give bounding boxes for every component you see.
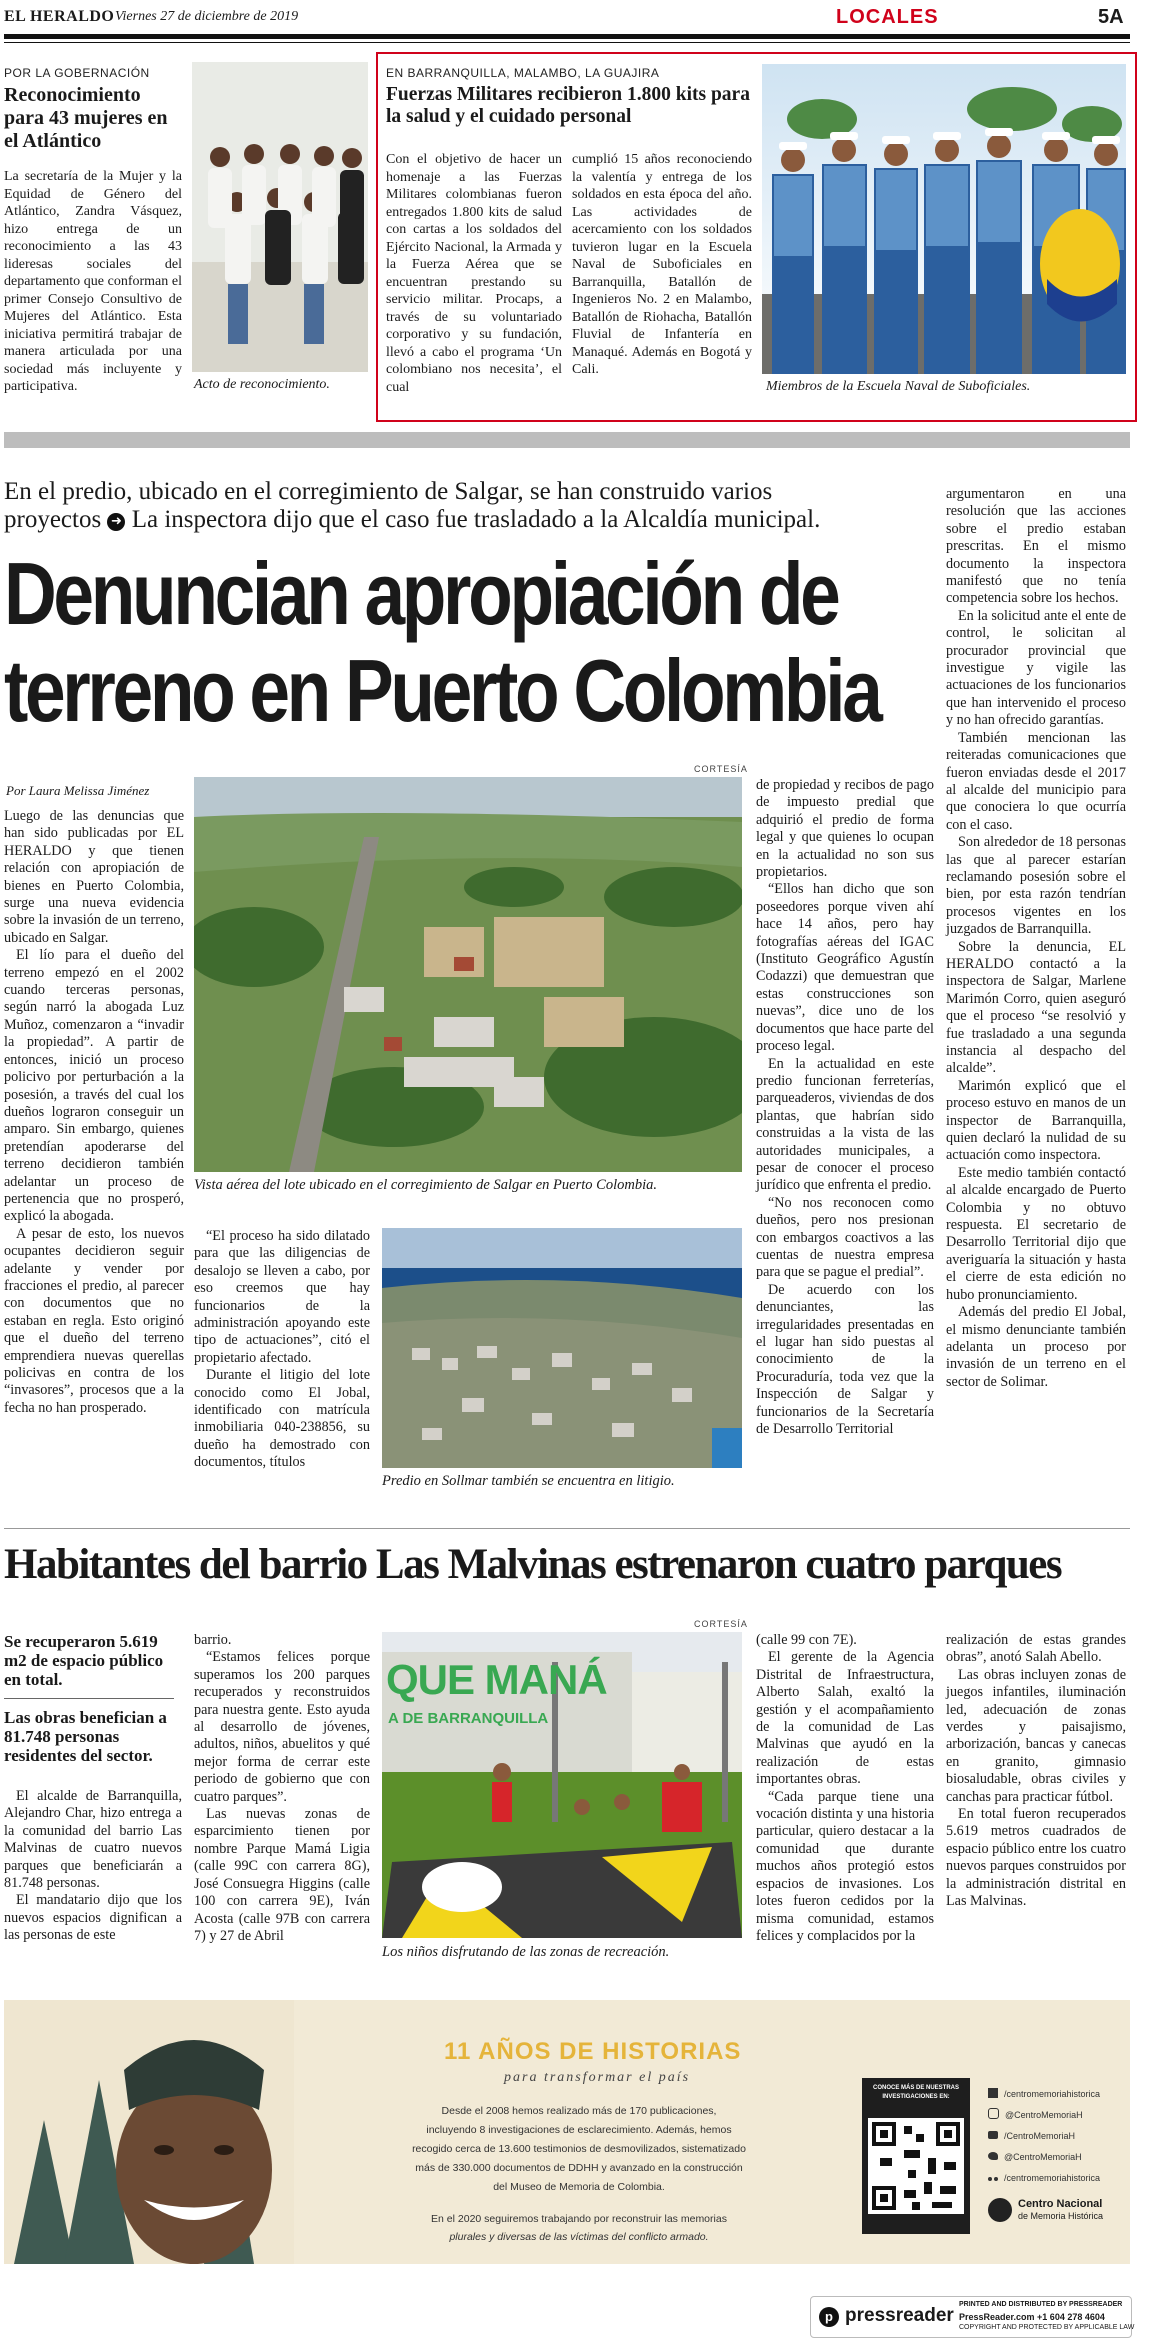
footer-line2: PressReader.com +1 604 278 4604 [959,2312,1105,2322]
main-col2: “El proceso ha sido dilatado para que las diligencias de desalojo se lleven a cabo, por eso creemos que hay funcionarios de la administración apoyando este tipo de actuaciones”, citó el propietario afectado. Durante el litigio del lote conocido como El Jobal, identificado con matrícula inmobiliaria 040-238856, su dueño ha demostrado con documentos, títulos [194,1228,370,1471]
issue-date: Viernes 27 de diciembre de 2019 [115,9,299,24]
social-flickr[interactable]: /centromemoriahistorica [988,2168,1128,2189]
parks-top-rule [4,1528,1130,1529]
org-name-2: de Memoria Histórica [1018,2211,1104,2221]
facebook-icon [988,2088,998,2098]
women-group-photo [192,62,368,372]
brief1-photo [192,62,368,372]
social-list [988,2084,1128,2189]
parks-col4: realización de estas grandes obras”, anotó Salah Abello. Las obras incluyen zonas de juegos infantiles, iluminación led, adecuación de zonas verdes y paisajismo, arborización, bancas y canecas en granito, gimnasio biosaludable, obras civiles y canchas para practicar fútbol. En total fueron recuperados 5.619 metros cuadrados de espacio público entre los cuatro nuevos parques construidos por la administración distrital en Las Malvinas. [946,1632,1126,1910]
parks-col1: El alcalde de Barranquilla, Alejandro Char, hizo entrega a la comunidad del barrio Las Malvinas de cuatro nuevos parques que beneficiarán a 81.748 personas. El mandatario dijo que los nuevos espacios dignifican a las personas de este [4,1788,182,1944]
pressreader-badge[interactable] [810,2296,1135,2338]
deck-line2-lead: proyectos [4,506,102,533]
main-col3: de propiedad y recibos de pago de impuesto predial que adquirió el predio de forma legal y que quienes lo ocupan en la actualidad no son sus propietarios. “Ellos han dicho que son poseedores porque viven ahí hace 14 años, pero hay fotografías aéreas del IGAC (Instituto Geográfico Agustín Codazzi) que demuestran que estas construcciones son nuevas”, dice uno de los documentos que hace parte del proceso legal. En la actualidad en este predio funcionan ferreterías, parqueaderos, viviendas de dos plantas, que habrían sido construidas a la vista de las autoridades municipales, a pesar de conocer el proceso jurídico que enfrenta el predio. “No nos reconocen como dueños, pero nos presionan con embargos coactivos a las cuentas de nuestra empresa para que se pague el predial”. De acuerdo con los denunciantes, las irregularidades presentadas en el lugar han sido puestas al conocimiento de la Procuraduría, toda vez que la Inspección de Salgar y funcionarios de la Secretaría de Desarrollo Territorial [756,777,934,1438]
social-facebook[interactable]: /centromemoriahistorica [988,2084,1128,2105]
ad-title: 11 AÑOS DE HISTORIAS [444,2038,742,2065]
highlight-divider [4,1698,174,1699]
deck-line2-rest: La inspectora dijo que el caso fue trasladado a la Alcaldía municipal. [131,506,821,533]
header-rule [4,34,1130,39]
pressreader-logo-icon: p [819,2307,839,2327]
main-headline-line1: Denuncian apropiación de [4,544,838,643]
section-divider [4,432,1130,448]
solimar-aerial-photo [382,1228,742,1468]
page-number: 5A [1098,6,1124,28]
brief2-col2: cumplió 15 años reconociendo la valentía y entrega de los soldados en esta época del año. Las actividades de acercamiento con los soldados tuvieron lugar en la Escuela Naval de Suboficiales en Barranquilla, Batallón de Ingenieros No. 2 en Malambo, Batallón de Riohacha, Batallón Fluvial de Infantería en Manaqué. Además en Bogotá y Cali. [572,152,752,377]
social-youtube[interactable]: /CentroMemoriaH [988,2126,1128,2147]
deck-line1: En el predio, ubicado en el corregimiento de Salgar, se han construido varios [4,478,773,505]
mural-text-line2: A DE BARRANQUILLA [388,1710,549,1727]
arrow-right-icon: ➜ [107,513,125,531]
parks-photo-credit: CORTESÍA [694,1619,748,1629]
qr-panel [862,2078,970,2234]
aerial-lot-photo [194,777,742,1172]
parks-col2: barrio. “Estamos felices porque superamos los 200 parques recuperados y reconstruidos para nuestra gente. Esto ayuda al desarrollo de jóvenes, adultos, niños, abuelitos y qué mejor forma de cerrar este periodo de gobierno que con cuatro parques”. Las nuevas zonas de esparcimiento tienen por nombre Parque Mamá Ligia (calle 99C con carrera 8G), José Consuegra Higgins (calle 100 con carrera 9E), Iván Acosta (calle 97B con carrera 7) y 27 de Abril [194,1632,370,1944]
brief2-kicker: EN BARRANQUILLA, MALAMBO, LA GUAJIRA [386,66,660,80]
ad-subtitle: para transformar el país [504,2070,691,2085]
parks-highlight1: Se recuperaron 5.619 m2 de espacio público en total. [4,1632,164,1689]
parks-headline: Habitantes del barrio Las Malvinas estrenaron cuatro parques [4,1541,1062,1588]
ad-closing: En el 2020 seguiremos trabajando por reconstruir las memorias plurales y diversas de las víctimas del conflicto armado. [431,2213,727,2243]
paper-name: EL HERALDO [4,8,115,25]
elder-man-illustration [4,2000,294,2264]
pressreader-brand: pressreader [845,2305,954,2326]
footer-line3: COPYRIGHT AND PROTECTED BY APPLICABLE LAW [959,2324,1135,2331]
byline: Por Laura Melissa Jiménez [6,783,150,798]
instagram-icon [988,2108,999,2119]
main-col4: argumentaron en una resolución que las acciones sobre el predio estaban prescritas. En el mismo documento la inspectora manifestó que no tenía competencia sobre los hechos. En la solicitud ante el ente de control, le solicitan al procurador provincial que investigue y vigile las actuaciones de los funcionarios que han intervenido el proceso y no han ofrecido garantías. También mencionan las reiteradas comunicaciones que fueron enviadas desde el 2017 al alcalde del municipio para que conociera lo que ocurría con el caso. Son alrededor de 18 personas las que al parecer estarían reclamando posesión sobre el bien, por esta razón tendrían procesos vigentes en los juzgados de Barranquilla. Sobre la denuncia, EL HERALDO contactó a la inspectora de Salgar, Marlene Marimón Corro, quien aseguró que el proceso “se resolvió y fue trasladado a una segunda instancia al despacho del alcalde”. Marimón explicó que el proceso estuvo en manos de un inspector de Barranquilla, quien declaró la nulidad de su actuación como inspectora. Este medio también contactó al alcalde encargado de Puerto Colombia y no obtuvo respuesta. El secretario de Desarrollo Territorial dijo que averiguaría la situación y hasta el cierre de esta edición no hubo pronunciamiento. Además del predio El Jobal, el mismo denunciante también adelanta un proceso por invasión de un terreno en el sector de Solimar. [946,486,1126,1390]
flickr-icon [988,2177,992,2181]
main-headline-line2: terreno en Puerto Colombia [4,641,880,740]
memoria-ad [4,2000,1130,2264]
brief2-caption: Miembros de la Escuela Naval de Suboficiales. [766,379,1031,394]
parks-col3: (calle 99 con 7E). El gerente de la Agencia Distrital de Infraestructura, Alberto Salah, exaltó la gestión y el acompañamiento de la comunidad de Las Malvinas que ayudó en la realización de estas importantes obras. “Cada parque tiene una vocación distinta y una historia particular, quiero destacar a la comunidad que durante muchos años protegió estos espacios de invasiones. Los lotes fueron cedidos por la misma comunidad, estamos felices y complacidos por la [756,1632,934,1944]
flickr-icon-dot [994,2177,998,2181]
qr-label: CONOCE MÁS DE NUESTRAS INVESTIGACIONES EN: [872,2085,959,2100]
main-aerial-photo [194,777,742,1172]
org-name-1: Centro Nacional [1018,2198,1103,2210]
twitter-icon [988,2152,998,2160]
social-twitter[interactable]: @CentroMemoriaH [988,2147,1128,2168]
qr-code[interactable] [868,2118,964,2214]
brief1-title: Reconocimiento para 43 mujeres en el Atlántico [4,84,168,152]
solimar-photo [382,1228,742,1468]
deck-line2 [4,506,820,534]
main-photo-caption: Vista aérea del lote ubicado en el corregimiento de Salgar en Puerto Colombia. [194,1177,657,1193]
social-instagram[interactable]: @CentroMemoriaH [988,2105,1128,2126]
solimar-caption: Predio en Sollmar también se encuentra en litigio. [382,1473,675,1489]
cnmh-emblem-icon [988,2198,1012,2222]
parks-highlight2: Las obras benefician a 81.748 personas residentes del sector. [4,1708,167,1765]
main-col1: Luego de las denuncias que han sido publicadas por EL HERALDO y que tienen relación con apropiación de bienes en Puerto Colombia, surge una nueva evidencia sobre la invasión de un terreno, ubicado en Salgar. El lío para el dueño del terreno empezó en el 2002 cuando terceras personas, según narró la abogada Luz Muñoz, comenzaron a “invadir la propiedad”. A partir de entonces, inició un proceso policivo por perturbación a la posesión, a través del cual los dueños lograron conseguir un amparo. Sin embargo, quienes pretendían apoderarse del terreno decidieron también adelantar un proceso de pertenencia que no prosperó, explicó la abogada. A pesar de esto, los nuevos ocupantes decidieron seguir adelante y vender por fracciones el predio, al parecer con documentos que no estaban en regla. Esto originó que el dueño del terreno emprendiera nuevas querellas policivas en contra de los “invasores”, procesos que a la fecha no han prosperado. [4,808,184,1416]
parks-caption: Los niños disfrutando de las zonas de recreación. [382,1944,670,1960]
ad-body: Desde el 2008 hemos realizado más de 170 publicaciones, incluyendo 8 investigaciones de esclarecimiento. Además, hemos recogido cerca de 13.600 testimonios de desmovilizados, sistematizado más de 330.000 documentos de DDHH y avanzado en la construcción del Museo de Memoria de Colombia. [412,2105,746,2193]
youtube-icon [988,2131,998,2139]
brief2-title: Fuerzas Militares recibieron 1.800 kits para la salud y el cuidado personal [386,84,750,127]
brief2-photo [762,64,1126,374]
brief2-col1: Con el objetivo de hacer un homenaje a las Fuerzas Militares colombianas fueron entregados 1.800 kits de salud con cartas a los soldados del Ejército Nacional, la Armada y la Fuerza Aérea que se encuentran prestando su servicio militar. Procaps, a través de su voluntariado corporativo y su fundación, llevó a cabo el programa ‘Un colombiano nos necesita’, el cual [386,152,562,395]
header-rule-thin [4,42,1130,43]
main-photo-credit: CORTESÍA [694,764,748,774]
footer-line1: PRINTED AND DISTRIBUTED BY PRESSREADER [959,2301,1123,2308]
section-name: LOCALES [836,6,939,28]
brief1-body: La secretaría de la Mujer y la Equidad de Género del Atlántico, Zandra Vásquez, hizo entrega de un reconocimiento a las 43 lideresas sociales del departamento que conforman el primer Consejo Consultivo de Mujeres del Atlántico. Esta iniciativa permitirá trabajar de manera articulada por una sociedad más incluyente y participativa. [4,169,182,394]
brief-military-kits [376,52,1137,422]
brief1-kicker: POR LA GOBERNACIÓN [4,66,150,80]
navy-cadets-photo [762,64,1126,374]
brief1-caption: Acto de reconocimiento. [194,377,330,392]
parks-photo [382,1632,742,1938]
mural-text-line1: QUE MANÁ [386,1656,607,1703]
